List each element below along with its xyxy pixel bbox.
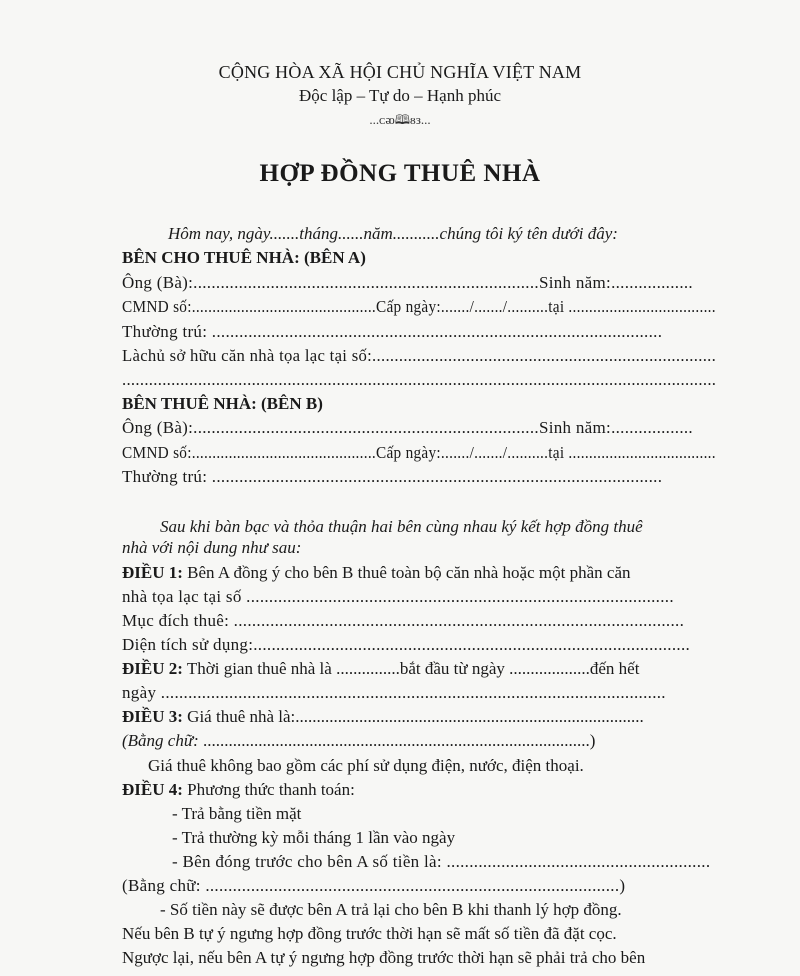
article-4-label: ĐIỀU 4: — [122, 780, 183, 799]
article-1-label: ĐIỀU 1: — [122, 563, 183, 582]
party-a-name-field: Ông (Bà):............................................................................Sinh năm:.................. — [122, 273, 693, 292]
party-b-heading: BÊN THUÊ NHÀ: (BÊN B) — [122, 394, 323, 413]
article-1-purpose: Mục đích thuê: ................................................................................................... — [122, 611, 685, 630]
refund-line-2: Nếu bên B tự ý ngưng hợp đồng trước thời hạn sẽ mất số tiền đã đặt cọc. — [122, 924, 617, 943]
article-4-text: Phương thức thanh toán: — [182, 780, 355, 799]
document-title: HỢP ĐỒNG THUÊ NHÀ — [259, 160, 541, 187]
article-1 — [122, 563, 630, 583]
party-a-heading: BÊN CHO THUÊ NHÀ: (BÊN A) — [122, 248, 366, 267]
article-2 — [122, 659, 639, 679]
payment-option-monthly: - Trả thường kỳ mỗi tháng 1 lần vào ngày — [172, 828, 456, 847]
party-a-owner-continued: ..................................................................................................................................... — [122, 370, 717, 389]
payment-option-deposit: - Bên đóng trước cho bên A số tiền là: .......................................................... — [172, 852, 711, 871]
refund-line-1: - Số tiền này sẽ được bên A trả lại cho bên B khi thanh lý hợp đồng. — [160, 900, 622, 919]
article-1-area: Diện tích sử dụng:................................................................................................ — [122, 635, 691, 654]
article-3-text: Giá thuê nhà là:.................................................................................. — [182, 707, 644, 726]
party-a-id-field: CMND số:.............................................Cấp ngày:......./......./..........tại .................................... — [122, 297, 716, 316]
deposit-in-words: (Bằng chữ: ...........................................................................................) — [122, 876, 626, 895]
article-3-note: Giá thuê không bao gồm các phí sử dụng điện, nước, điện thoại. — [148, 756, 584, 775]
national-motto: Độc lập – Tự do – Hạnh phúc — [299, 86, 501, 105]
party-b-residence-field: Thường trú: ................................................................................................... — [122, 467, 663, 486]
article-3-words — [122, 731, 595, 751]
refund-line-3: Ngược lại, nếu bên A tự ý ngưng hợp đồng trước thời hạn sẽ phải trả cho bên — [122, 948, 646, 967]
party-a-residence-field: Thường trú: ................................................................................................... — [122, 322, 663, 341]
article-2-end-date: ngày ............................................................................................................... — [122, 683, 666, 702]
intro-line: Hôm nay, ngày.......tháng......năm...........chúng tôi ký tên dưới đây: — [168, 224, 618, 243]
article-3-words-text: ...........................................................................................) — [198, 731, 596, 750]
article-3 — [122, 707, 644, 727]
article-3-label: ĐIỀU 3: — [122, 707, 183, 726]
agreement-line-2: nhà với nội dung như sau: — [122, 538, 302, 557]
party-a-owner-field: Làchủ sở hữu căn nhà tọa lạc tại số:............................................................................. — [122, 346, 717, 365]
party-b-name-field: Ông (Bà):............................................................................Sinh năm:.................. — [122, 418, 693, 437]
article-1-address: nhà tọa lạc tại số .............................................................................................. — [122, 587, 674, 606]
article-4 — [122, 780, 355, 800]
article-2-text: Thời gian thuê nhà là ...............bắt đầu từ ngày ...................đến hết — [182, 659, 640, 678]
party-b-id-field: CMND số:.............................................Cấp ngày:......./......./..........tại .................................... — [122, 443, 716, 462]
article-2-label: ĐIỀU 2: — [122, 659, 183, 678]
ornament-divider: ...ᴄᴔ🕮ᴕᴈ... — [369, 112, 431, 127]
payment-option-cash: - Trả bằng tiền mặt — [172, 804, 302, 823]
article-3-words-label: (Bằng chữ: — [122, 731, 199, 750]
agreement-line-1: Sau khi bàn bạc và thỏa thuận hai bên cùng nhau ký kết hợp đồng thuê — [160, 517, 643, 536]
article-1-text: Bên A đồng ý cho bên B thuê toàn bộ căn nhà hoặc một phần căn — [182, 563, 631, 582]
national-header: CỘNG HÒA XÃ HỘI CHỦ NGHĨA VIỆT NAM — [218, 62, 582, 82]
